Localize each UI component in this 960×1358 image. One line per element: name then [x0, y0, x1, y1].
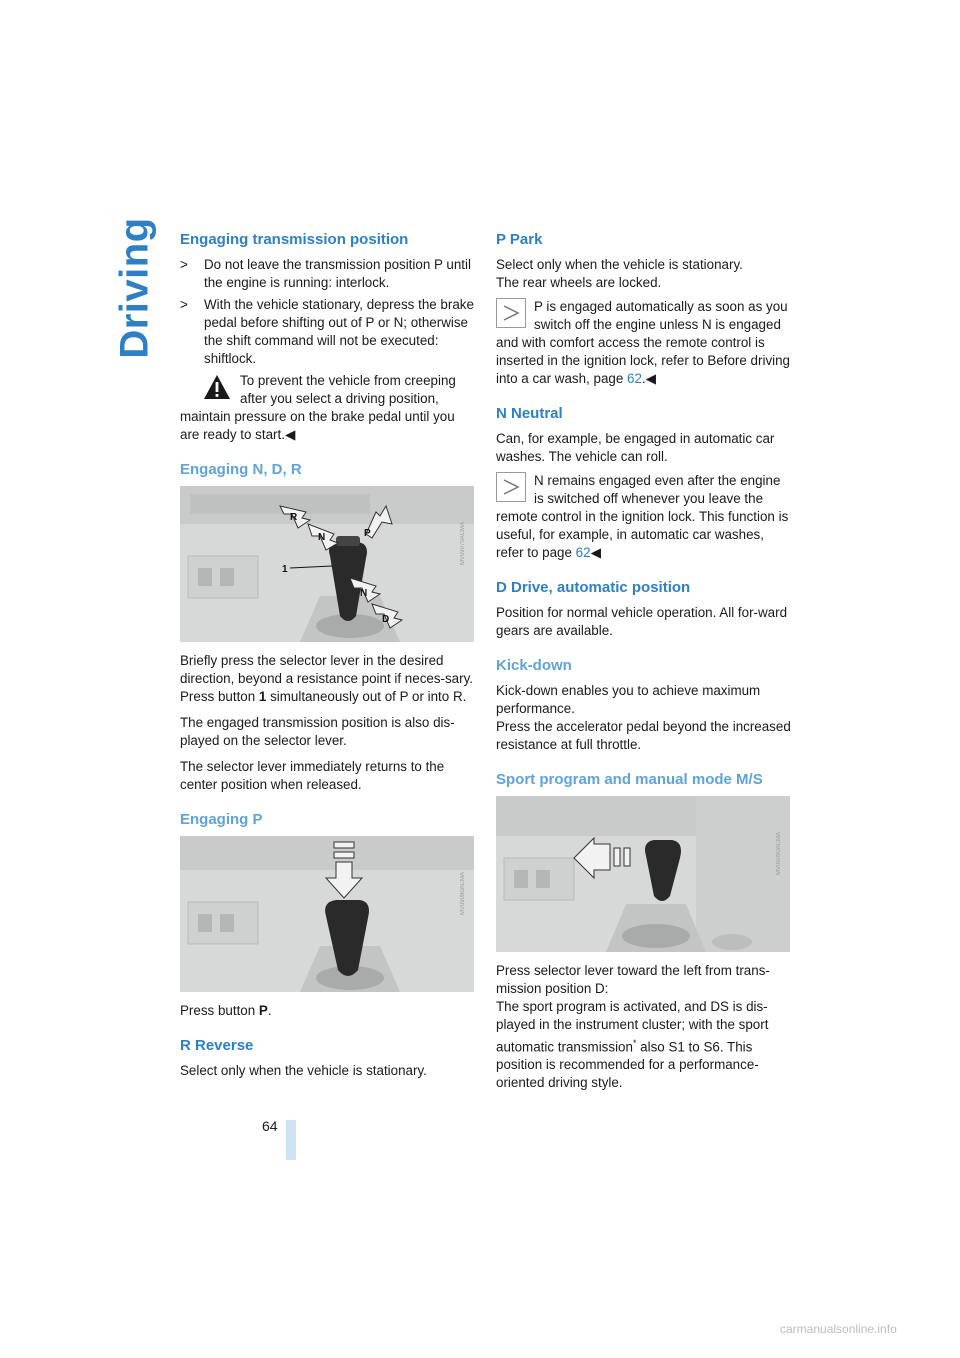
heading-kick-down: Kick-down: [496, 657, 572, 674]
text-run: The sport program is activated, and DS is dis-played in the instrument cluster; with the sport automatic transmission: [496, 999, 769, 1055]
page-link-62[interactable]: 62: [627, 371, 642, 386]
paragraph-rear-wheels: The rear wheels are locked.: [496, 275, 662, 290]
figure-code: MV09090ACMA: [776, 832, 782, 876]
bullet-interlock: [180, 256, 475, 292]
page-number: 64: [262, 1118, 278, 1134]
text-run: .: [641, 371, 646, 386]
heading-r-reverse: R Reverse: [180, 1037, 254, 1054]
selector-lever-ms-illustration: [496, 796, 790, 952]
text-run: simultaneously out of P or into R.: [266, 689, 467, 704]
figure-label-r: R: [290, 512, 298, 523]
heading-sport-program: Sport program and manual mode M/S: [496, 771, 763, 788]
figure-label-n2: N: [360, 588, 368, 599]
text-bold: P: [258, 1003, 268, 1018]
figure-label-p: P: [364, 528, 371, 539]
bullet-text: Do not leave the transmission position P until the engine is running: interlock.: [204, 257, 471, 290]
optional-equipment-star: *: [632, 1038, 637, 1048]
figure-selector-lever-ms: [496, 796, 790, 952]
text-run: .: [267, 1003, 272, 1018]
text-run: Press button: [180, 1003, 259, 1018]
bullet-marker: >: [180, 257, 188, 272]
figure-selector-lever-p: [180, 836, 474, 992]
text-bold: 1: [258, 689, 267, 704]
heading-engaging-transmission-position: Engaging transmission position: [180, 231, 409, 248]
paragraph-kickdown-2: Press the accelerator pedal beyond the increased resistance at full throttle.: [496, 719, 791, 752]
page-bar: [286, 1120, 296, 1160]
heading-engaging-n-d-r: Engaging N, D, R: [180, 461, 302, 478]
paragraph-sport-2: [496, 998, 791, 1092]
right-column: [496, 230, 791, 1096]
paragraph-park-stationary: Select only when the vehicle is stationary.: [496, 257, 743, 272]
note-neutral: [496, 472, 791, 562]
chapter-title: [112, 217, 158, 359]
warning-triangle-icon: [202, 372, 232, 402]
selector-lever-illustration: [180, 486, 474, 642]
note-arrow-icon: [496, 298, 526, 328]
heading-p-park: P Park: [496, 231, 543, 248]
paragraph-kickdown-1: Kick-down enables you to achieve maximum performance.: [496, 683, 761, 716]
paragraph-press-selector: [180, 652, 475, 706]
warning-note: [180, 372, 475, 444]
left-column: [180, 230, 475, 1084]
note-arrow-icon: [496, 472, 526, 502]
heading-d-drive: D Drive, automatic position: [496, 579, 691, 596]
figure-label-d: D: [382, 614, 390, 625]
bullet-shiftlock: [180, 296, 475, 368]
end-mark: ◀: [590, 545, 601, 560]
text-run: Briefly press the selector lever in the desired direction, beyond a resistance point if neces-sary. Press button: [180, 653, 474, 704]
page-link-62[interactable]: 62: [575, 545, 591, 560]
figure-selector-lever-ndr: [180, 486, 474, 642]
footer-watermark[interactable]: carmanualsonline.info: [780, 1322, 897, 1336]
paragraph-drive: Position for normal vehicle operation. All for-ward gears are available.: [496, 605, 788, 638]
paragraph-press-button-p: [180, 1002, 475, 1020]
note-text: N remains engaged even after the engine is switched off whenever you leave the remote control in the ignition lock. This function is useful, for example, in automatic car washes, refer to page: [496, 473, 789, 560]
chapter-title-text: Driving: [112, 217, 157, 359]
figure-code: MV09080ACMA: [460, 872, 466, 916]
end-mark: ◀: [645, 371, 656, 386]
note-text: P is engaged automatically as soon as you switch off the engine unless N is engaged and with comfort access the remote control is inserted in the ignition lock, refer to Before driving into a car wash, page: [496, 299, 791, 386]
paragraph-engaged-displayed: The engaged transmission position is also dis-played on the selector lever.: [180, 715, 455, 748]
warning-text: To prevent the vehicle from creeping after you select a driving position, maintain pressure on the brake pedal until you are ready to start.: [180, 373, 456, 442]
figure-code: MV09070ACMA: [460, 522, 466, 566]
paragraph-neutral: Can, for example, be engaged in automatic car washes. The vehicle can roll.: [496, 431, 775, 464]
paragraph-sport-1: Press selector lever toward the left from trans-mission position D:: [496, 963, 770, 996]
figure-label-n: N: [318, 532, 326, 543]
selector-lever-p-illustration: [180, 836, 474, 992]
paragraph-reverse: Select only when the vehicle is stationary.: [180, 1063, 427, 1078]
heading-n-neutral: N Neutral: [496, 405, 563, 422]
bullet-text: With the vehicle stationary, depress the brake pedal before shifting out of P or N; otherwise the shift command will not be executed: shiftlock.: [204, 297, 474, 366]
text-run: also S1 to S6. This position is recommended for a performance-oriented driving style.: [496, 1039, 759, 1091]
heading-engaging-p: Engaging P: [180, 811, 263, 828]
bullet-marker: >: [180, 297, 188, 312]
end-mark: ◀: [284, 427, 296, 442]
figure-label-1: 1: [282, 564, 288, 575]
note-park-auto: [496, 298, 791, 388]
paragraph-returns-center: The selector lever immediately returns to the center position when released.: [180, 759, 445, 792]
